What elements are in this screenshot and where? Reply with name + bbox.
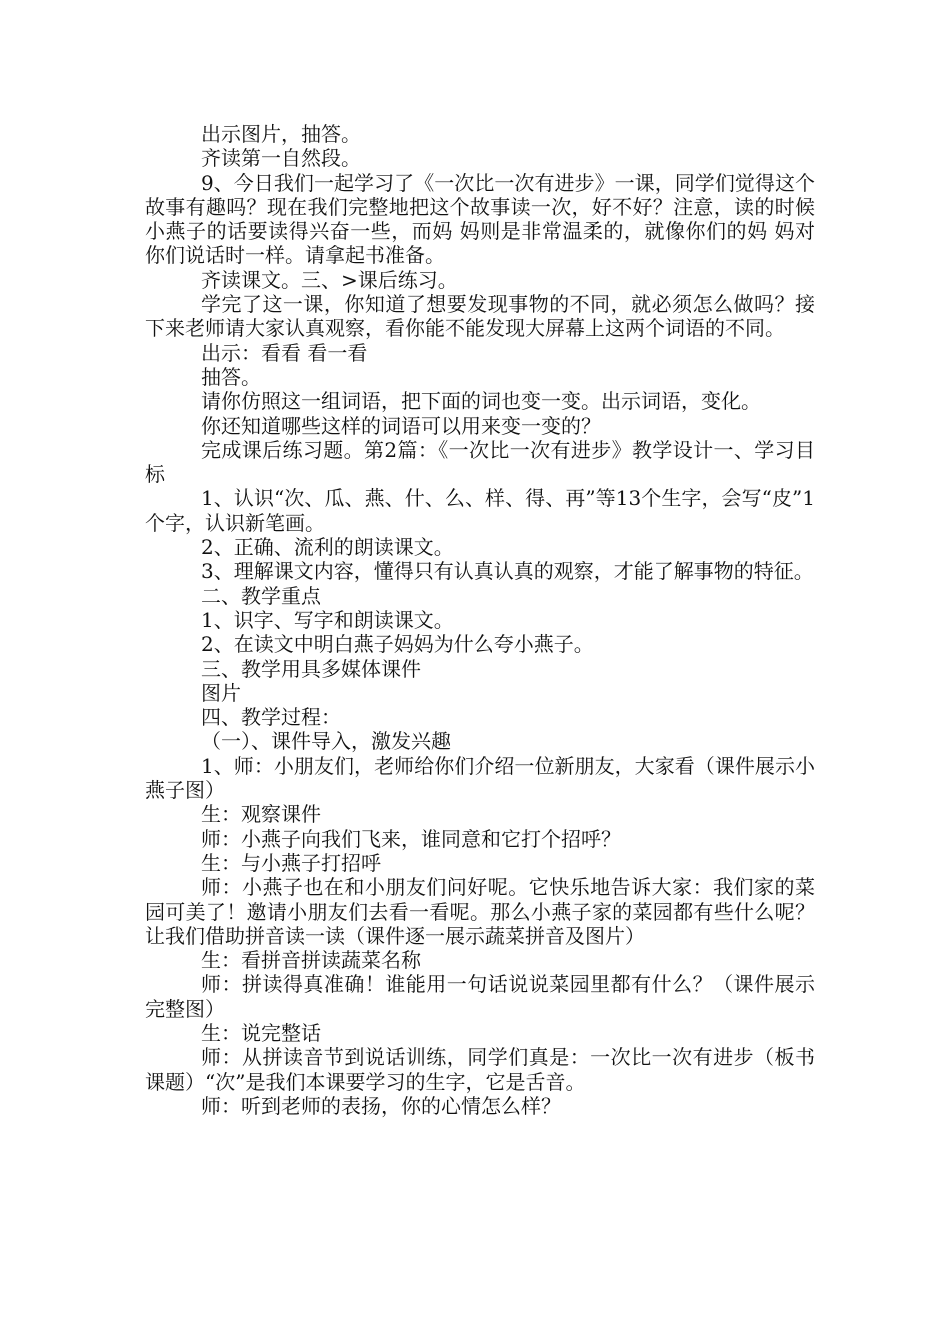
paragraph: 生：与小燕子打招呼: [201, 850, 381, 875]
section-heading: 二、教学重点: [201, 583, 321, 608]
paragraph: 师：拼读得真准确！谁能用一句话说说菜园里都有什么？（课件展示完整图）: [145, 972, 815, 1021]
paragraph: 1、识字、写字和朗读课文。: [201, 607, 454, 632]
subsection-heading: （一）、课件导入，激发兴趣: [201, 729, 451, 754]
paragraph: 抽答。: [201, 364, 261, 389]
paragraph: 你还知道哪些这样的词语可以用来变一变的？: [201, 413, 601, 438]
paragraph: 师：从拼读音节到说话训练，同学们真是：一次比一次有进步（板书课题）“次”是我们本课要学习的生字，它是舌音。: [145, 1045, 815, 1094]
paragraph: 完成课后练习题。第2篇：《一次比一次有进步》教学设计一、学习目标: [145, 437, 815, 487]
paragraph: 图片: [201, 680, 241, 705]
paragraph: 1、师：小朋友们，老师给你们介绍一位新朋友，大家看（课件展示小燕子图）: [145, 753, 815, 803]
section-heading: 四、教学过程：: [201, 705, 341, 730]
paragraph: 1、认识“次、瓜、燕、什、么、样、得、再”等13个生字，会写“皮”1个字，认识新笔画。: [145, 486, 815, 535]
paragraph: 2、在读文中明白燕子妈妈为什么夸小燕子。: [201, 632, 594, 657]
paragraph: 出示：看看 看一看: [201, 340, 368, 365]
paragraph: 师：小燕子也在和小朋友们问好呢。它快乐地告诉大家：我们家的菜园可美了！邀请小朋友们去看一看呢。那么小燕子家的菜园都有些什么呢？让我们借助拼音读一读（课件逐一展示蔬菜拼音及图片）: [145, 875, 815, 948]
paragraph: 请你仿照这一组词语，把下面的词也变一变。出示词语，变化。: [201, 389, 761, 414]
paragraph: 生：说完整话: [201, 1020, 321, 1045]
section-heading: 三、教学用具多媒体课件: [201, 656, 421, 681]
paragraph: 师：听到老师的表扬，你的心情怎么样？: [201, 1093, 561, 1118]
paragraph: 学完了这一课，你知道了想要发现事物的不同，就必须怎么做吗？接下来老师请大家认真观察，看你能不能发现大屏幕上这两个词语的不同。: [145, 292, 815, 341]
paragraph: 生：观察课件: [201, 802, 321, 827]
paragraph: 师：小燕子向我们飞来，谁同意和它打个招呼？: [201, 826, 621, 851]
paragraph: 齐读课文。三、>课后练习。: [201, 267, 458, 292]
paragraph: 2、正确、流利的朗读课文。: [201, 535, 454, 560]
paragraph: 齐读第一自然段。: [201, 146, 361, 171]
paragraph: 9、今日我们一起学习了《一次比一次有进步》一课，同学们觉得这个故事有趣吗？现在我们完整地把这个故事读一次，好不好？注意，读的时候小燕子的话要读得兴奋一些，而妈 妈则是非常温柔的，就像你们的妈 妈对你们说话时一样。请拿起书准备。: [145, 170, 815, 268]
paragraph: 3、理解课文内容，懂得只有认真认真的观察，才能了解事物的特征。: [201, 559, 814, 584]
paragraph: 出示图片，抽答。: [201, 122, 361, 146]
paragraph: 生：看拼音拼读蔬菜名称: [201, 948, 421, 973]
document-body: [145, 122, 815, 1118]
